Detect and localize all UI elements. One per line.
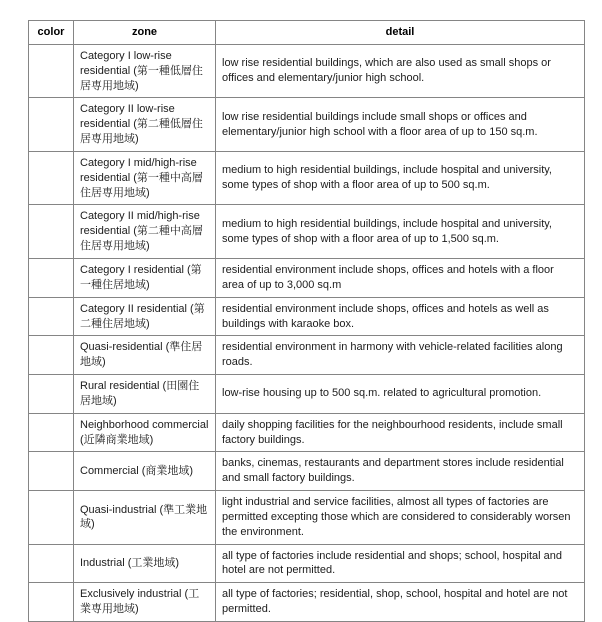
header-detail: detail (216, 21, 585, 45)
zoning-table (28, 20, 585, 622)
zone-detail-cell: medium to high residential buildings, include hospital and university, some types of shop with a floor area of up to 500 sq.m. (216, 151, 585, 205)
color-swatch-cell (29, 452, 74, 491)
color-swatch-cell (29, 258, 74, 297)
zoning-table-body (29, 44, 585, 621)
table-row (29, 297, 585, 336)
zone-name-cell: Category II residential (第二種住居地域) (74, 297, 216, 336)
color-swatch-cell (29, 583, 74, 622)
color-swatch-cell (29, 375, 74, 414)
zone-name-cell: Category II low-rise residential (第二種低層住居専用地域) (74, 98, 216, 152)
zone-detail-cell: daily shopping facilities for the neighbourhood residents, include small factory buildings. (216, 413, 585, 452)
color-swatch-cell (29, 336, 74, 375)
table-row (29, 258, 585, 297)
zone-name-cell: Category I residential (第一種住居地域) (74, 258, 216, 297)
table-row (29, 583, 585, 622)
color-swatch-cell (29, 151, 74, 205)
color-swatch-cell (29, 205, 74, 259)
zone-detail-cell: all type of factories include residential and shops; school, hospital and hotel are not permitted. (216, 544, 585, 583)
table-row (29, 205, 585, 259)
zone-detail-cell: light industrial and service facilities, almost all types of factories are permitted excepting those which are considered to considerably worsen the environment. (216, 491, 585, 545)
table-row (29, 151, 585, 205)
zone-name-cell: Rural residential (田園住居地域) (74, 375, 216, 414)
color-swatch-cell (29, 98, 74, 152)
color-swatch-cell (29, 491, 74, 545)
zone-detail-cell: residential environment in harmony with vehicle-related facilities along roads. (216, 336, 585, 375)
zone-name-cell: Commercial (商業地域) (74, 452, 216, 491)
table-row (29, 452, 585, 491)
zone-name-cell: Exclusively industrial (工業専用地域) (74, 583, 216, 622)
zone-detail-cell: banks, cinemas, restaurants and department stores include residential and small factory buildings. (216, 452, 585, 491)
zone-name-cell: Category I mid/high-rise residential (第一種中高層住居専用地域) (74, 151, 216, 205)
zone-detail-cell: low rise residential buildings, which are also used as small shops or offices and elementary/junior high school. (216, 44, 585, 98)
zoning-table-header (29, 21, 585, 45)
zone-detail-cell: medium to high residential buildings, include hospital and university, some types of shop with a floor area of up to 1,500 sq.m. (216, 205, 585, 259)
color-swatch-cell (29, 544, 74, 583)
zone-detail-cell: low-rise housing up to 500 sq.m. related to agricultural promotion. (216, 375, 585, 414)
header-row (29, 21, 585, 45)
table-row (29, 98, 585, 152)
color-swatch-cell (29, 44, 74, 98)
table-row (29, 336, 585, 375)
zone-detail-cell: residential environment include shops, offices and hotels with a floor area of up to 3,000 sq.m (216, 258, 585, 297)
color-swatch-cell (29, 297, 74, 336)
header-color: color (29, 21, 74, 45)
zone-name-cell: Category II mid/high-rise residential (第二種中高層住居専用地域) (74, 205, 216, 259)
zone-name-cell: Neighborhood commercial (近隣商業地域) (74, 413, 216, 452)
zone-detail-cell: residential environment include shops, offices and hotels as well as buildings with karaoke box. (216, 297, 585, 336)
table-row (29, 375, 585, 414)
table-row (29, 544, 585, 583)
zone-name-cell: Quasi-industrial (準工業地域) (74, 491, 216, 545)
table-row (29, 413, 585, 452)
color-swatch-cell (29, 413, 74, 452)
zone-name-cell: Industrial (工業地域) (74, 544, 216, 583)
table-row (29, 44, 585, 98)
table-row (29, 491, 585, 545)
zone-name-cell: Quasi-residential (準住居地域) (74, 336, 216, 375)
header-zone: zone (74, 21, 216, 45)
zone-detail-cell: all type of factories; residential, shop, school, hospital and hotel are not permitted. (216, 583, 585, 622)
zone-detail-cell: low rise residential buildings include small shops or offices and elementary/junior high school with a floor area of up to 150 sq.m. (216, 98, 585, 152)
zone-name-cell: Category I low-rise residential (第一種低層住居専用地域) (74, 44, 216, 98)
